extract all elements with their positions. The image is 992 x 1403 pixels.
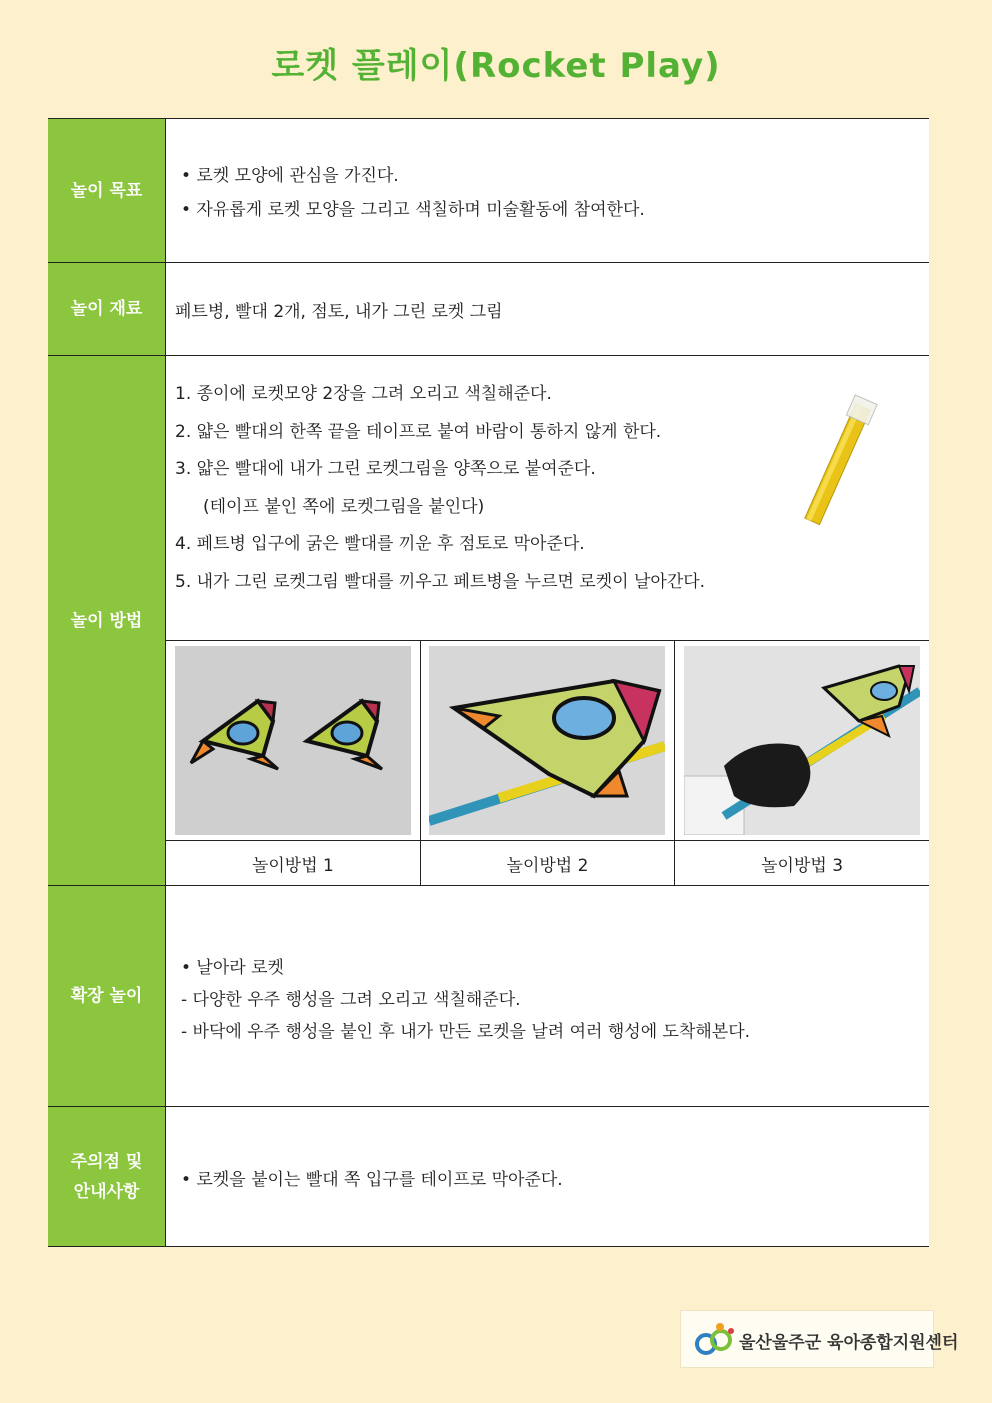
method-photos xyxy=(166,640,929,885)
goal-label: 놀이 목표 xyxy=(48,119,166,263)
goal-row xyxy=(48,119,929,263)
rocket-on-straw-photo xyxy=(429,646,665,835)
extension-label: 확장 놀이 xyxy=(48,886,166,1107)
extension-item: - 다양한 우주 행성을 그려 오리고 색칠해준다. xyxy=(181,990,521,1010)
photo-caption: 놀이방법 2 xyxy=(420,841,674,886)
notes-text: • 로켓을 붙이는 빨대 쪽 입구를 테이프로 막아준다. xyxy=(181,1170,563,1190)
two-rocket-drawings-photo xyxy=(175,646,411,835)
method-step: 5. 내가 그린 로켓그림 빨대를 끼우고 페트병을 누르면 로켓이 날아간다. xyxy=(175,571,706,592)
method-step: 3. 얇은 빨대에 내가 그린 로켓그림을 양쪽으로 붙여준다. xyxy=(175,459,596,479)
extension-item: • 날아라 로켓 xyxy=(181,958,284,978)
extension-row xyxy=(48,886,929,1107)
photo-caption: 놀이방법 3 xyxy=(675,841,929,886)
method-step: 1. 종이에 로켓모양 2장을 그려 오리고 색칠해준다. xyxy=(175,384,552,404)
materials-text: 페트병, 빨대 2개, 점토, 내가 그린 로켓 그림 xyxy=(175,301,503,322)
goal-item: • 자유롭게 로켓 모양을 그리고 색칠하며 미술활동에 참여한다. xyxy=(181,199,645,220)
notes-label: 주의점 및 안내사항 xyxy=(48,1107,166,1247)
method-label: 놀이 방법 xyxy=(48,356,166,886)
goal-item: • 로켓 모양에 관심을 가진다. xyxy=(181,165,399,186)
family-logo-icon xyxy=(695,1321,735,1359)
method-step: 4. 페트병 입구에 굵은 빨대를 끼운 후 점토로 막아준다. xyxy=(175,534,585,554)
page-title: 로켓 플레이(Rocket Play) xyxy=(271,46,721,86)
materials-row xyxy=(48,263,929,356)
materials-label: 놀이 재료 xyxy=(48,263,166,356)
logo-text: 울산울주군 육아종합지원센터 xyxy=(739,1333,959,1353)
method-step: 2. 얇은 빨대의 한쪽 끝을 테이프로 붙여 바람이 통하지 않게 한다. xyxy=(175,421,662,442)
play-plan-table xyxy=(48,118,929,1247)
extension-item: - 바닥에 우주 행성을 붙인 후 내가 만든 로켓을 날려 여러 행성에 도착해본다. xyxy=(181,1022,751,1042)
rocket-on-bottle-photo xyxy=(684,646,920,835)
method-step-note: (테이프 붙인 쪽에 로켓그림을 붙인다) xyxy=(203,496,485,517)
straw-image xyxy=(794,394,884,529)
photo-caption: 놀이방법 1 xyxy=(166,841,420,886)
center-logo xyxy=(680,1310,959,1368)
method-row xyxy=(48,356,929,886)
notes-row xyxy=(48,1107,929,1247)
